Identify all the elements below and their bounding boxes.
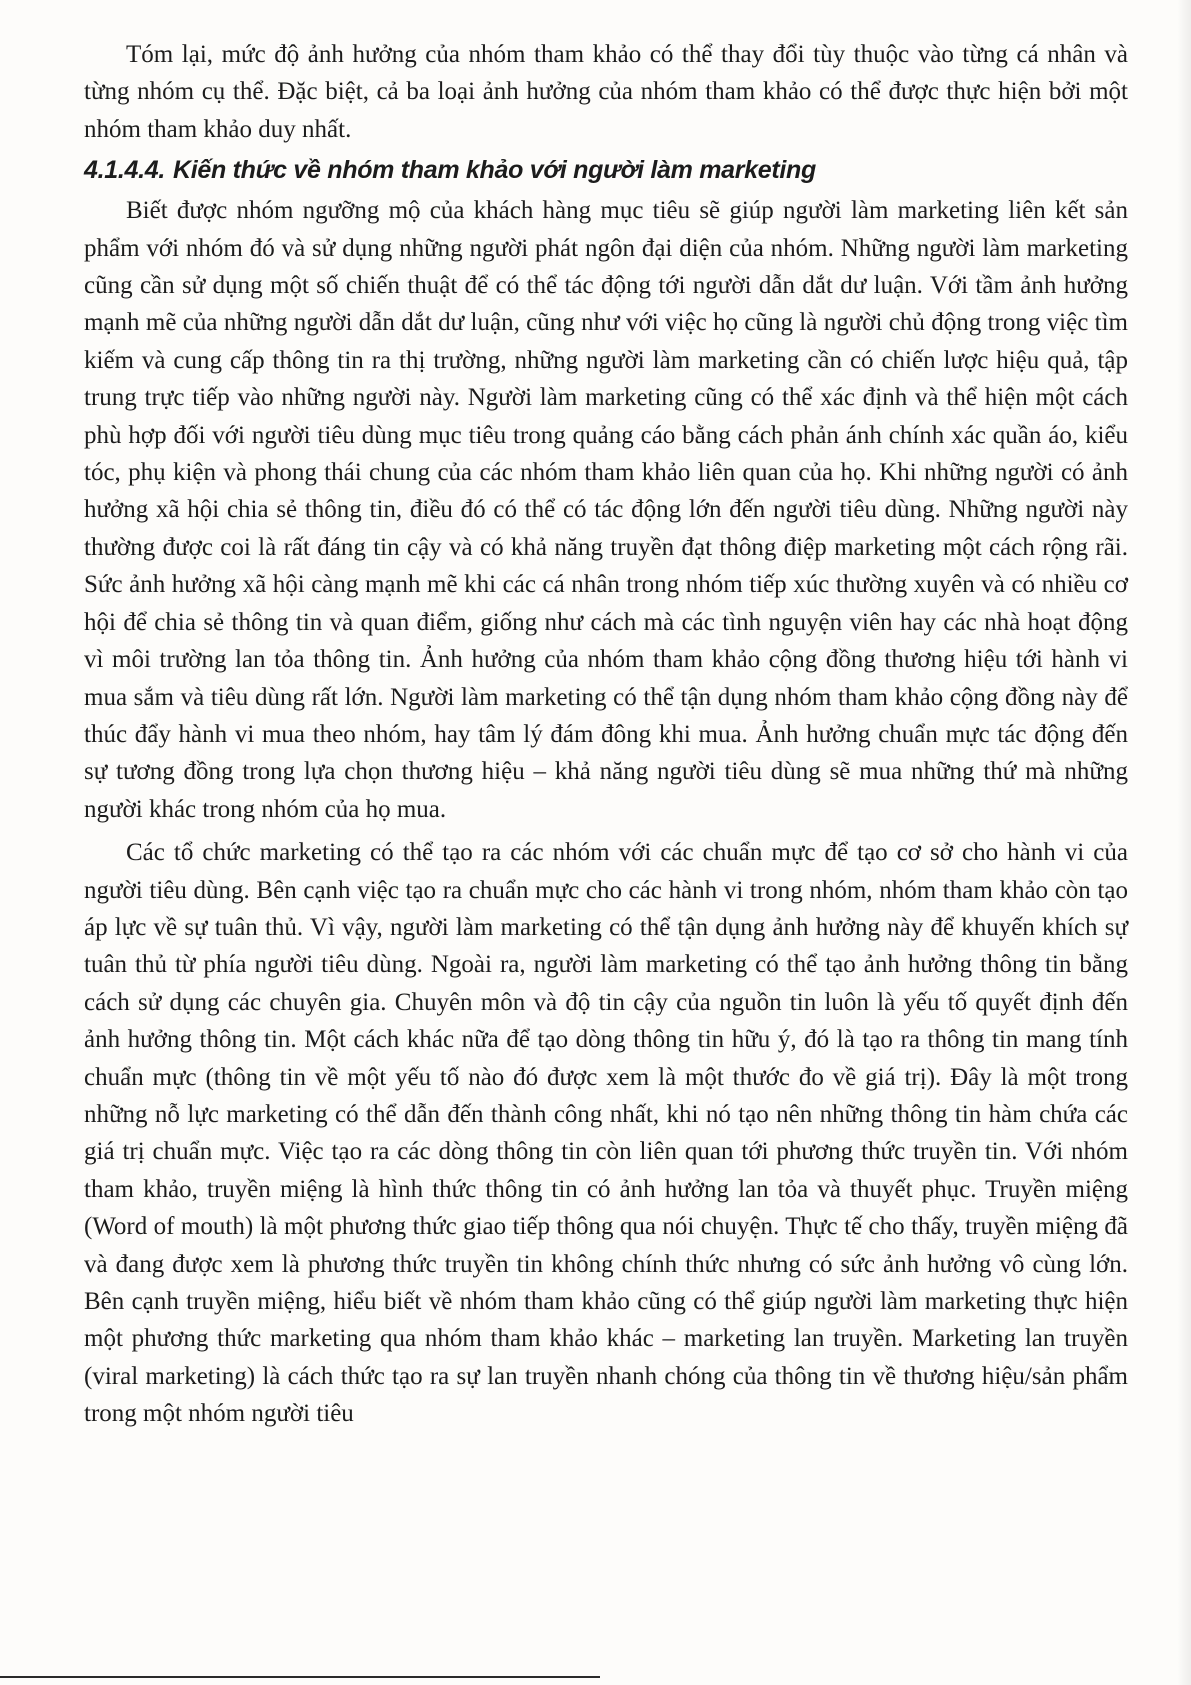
body-paragraph-2: Các tổ chức marketing có thể tạo ra các nhóm với các chuẩn mực để tạo cơ sở cho hành vi của người tiêu dùng. Bên cạnh việc tạo ra chuẩn mực cho các hành vi trong nhóm, nhóm tham khảo còn tạo áp lực về sự tuân thủ. Vì vậy, người làm marketing có thể tận dụng ảnh hưởng này để khuyến khích sự tuân thủ từ phía người tiêu dùng. Ngoài ra, người làm marketing có thể tạo ảnh hưởng thông tin bằng cách sử dụng các chuyên gia. Chuyên môn và độ tin cậy của nguồn tin luôn là yếu tố quyết định đến ảnh hưởng thông tin. Một cách khác nữa để tạo dòng thông tin hữu ý, đó là tạo ra thông tin mang tính chuẩn mực (thông tin về một yếu tố nào đó được xem là một thước đo về giá trị). Đây là một trong những nỗ lực marketing có thể dẫn đến thành công nhất, khi nó tạo nên những thông tin hàm chứa các giá trị chuẩn mực. Việc tạo ra các dòng thông tin còn liên quan tới phương thức truyền tin. Với nhóm tham khảo, truyền miệng là hình thức thông tin có ảnh hưởng lan tỏa và thuyết phục. Truyền miệng (Word of mouth) là một phương thức giao tiếp thông qua nói chuyện. Thực tế cho thấy, truyền miệng đã và đang được xem là phương thức truyền tin không chính thức nhưng có sức ảnh hưởng vô cùng lớn. Bên cạnh truyền miệng, hiểu biết về nhóm tham khảo cũng có thể giúp người làm marketing thực hiện một phương thức marketing qua nhóm tham khảo khác – marketing lan truyền. Marketing lan truyền (viral marketing) là cách thức tạo ra sự lan truyền nhanh chóng của thông tin về thương hiệu/sản phẩm trong một nhóm người tiêu bbox=[84, 839, 1128, 1428]
section-number: 4.1.4.4. bbox=[84, 156, 165, 185]
section-heading bbox=[84, 152, 1128, 188]
intro-paragraph: Tóm lại, mức độ ảnh hưởng của nhóm tham khảo có thể thay đổi tùy thuộc vào từng cá nhân và từng nhóm cụ thể. Đặc biệt, cả ba loại ảnh hưởng của nhóm tham khảo có thể được thực hiện bởi một nhóm tham khảo duy nhất. bbox=[84, 41, 1128, 143]
scan-edge-shadow bbox=[1177, 0, 1191, 1685]
page-content bbox=[84, 36, 1128, 1433]
section-title: Kiến thức về nhóm tham khảo với người làm marketing bbox=[173, 156, 816, 185]
bottom-rule bbox=[0, 1676, 600, 1678]
body-paragraph-1: Biết được nhóm ngưỡng mộ của khách hàng mục tiêu sẽ giúp người làm marketing liên kết sản phẩm với nhóm đó và sử dụng những người phát ngôn đại diện của nhóm. Những người làm marketing cũng cần sử dụng một số chiến thuật để có thể tác động tới người dẫn dắt dư luận. Với tầm ảnh hưởng mạnh mẽ của những người dẫn dắt dư luận, cũng như với việc họ cũng là người chủ động trong việc tìm kiếm và cung cấp thông tin ra thị trường, những người làm marketing cần có chiến lược hiệu quả, tập trung trực tiếp vào những người này. Người làm marketing cũng có thể xác định và thể hiện một cách phù hợp đối với người tiêu dùng mục tiêu trong quảng cáo bằng cách phản ánh chính xác quần áo, kiểu tóc, phụ kiện và phong thái chung của các nhóm tham khảo liên quan của họ. Khi những người có ảnh hưởng xã hội chia sẻ thông tin, điều đó có thể có tác động lớn đến người tiêu dùng. Những người này thường được coi là rất đáng tin cậy và có khả năng truyền đạt thông điệp marketing một cách rộng rãi. Sức ảnh hưởng xã hội càng mạnh mẽ khi các cá nhân trong nhóm tiếp xúc thường xuyên và có nhiều cơ hội để chia sẻ thông tin và quan điểm, giống như cách mà các tình nguyện viên hay các nhà hoạt động vì môi trường lan tỏa thông tin. Ảnh hưởng của nhóm tham khảo cộng đồng thương hiệu tới hành vi mua sắm và tiêu dùng rất lớn. Người làm marketing có thể tận dụng nhóm tham khảo cộng đồng này để thúc đẩy hành vi mua theo nhóm, hay tâm lý đám đông khi mua. Ảnh hưởng chuẩn mực tác động đến sự tương đồng trong lựa chọn thương hiệu – khả năng người tiêu dùng sẽ mua những thứ mà những người khác trong nhóm của họ mua. bbox=[84, 197, 1128, 823]
